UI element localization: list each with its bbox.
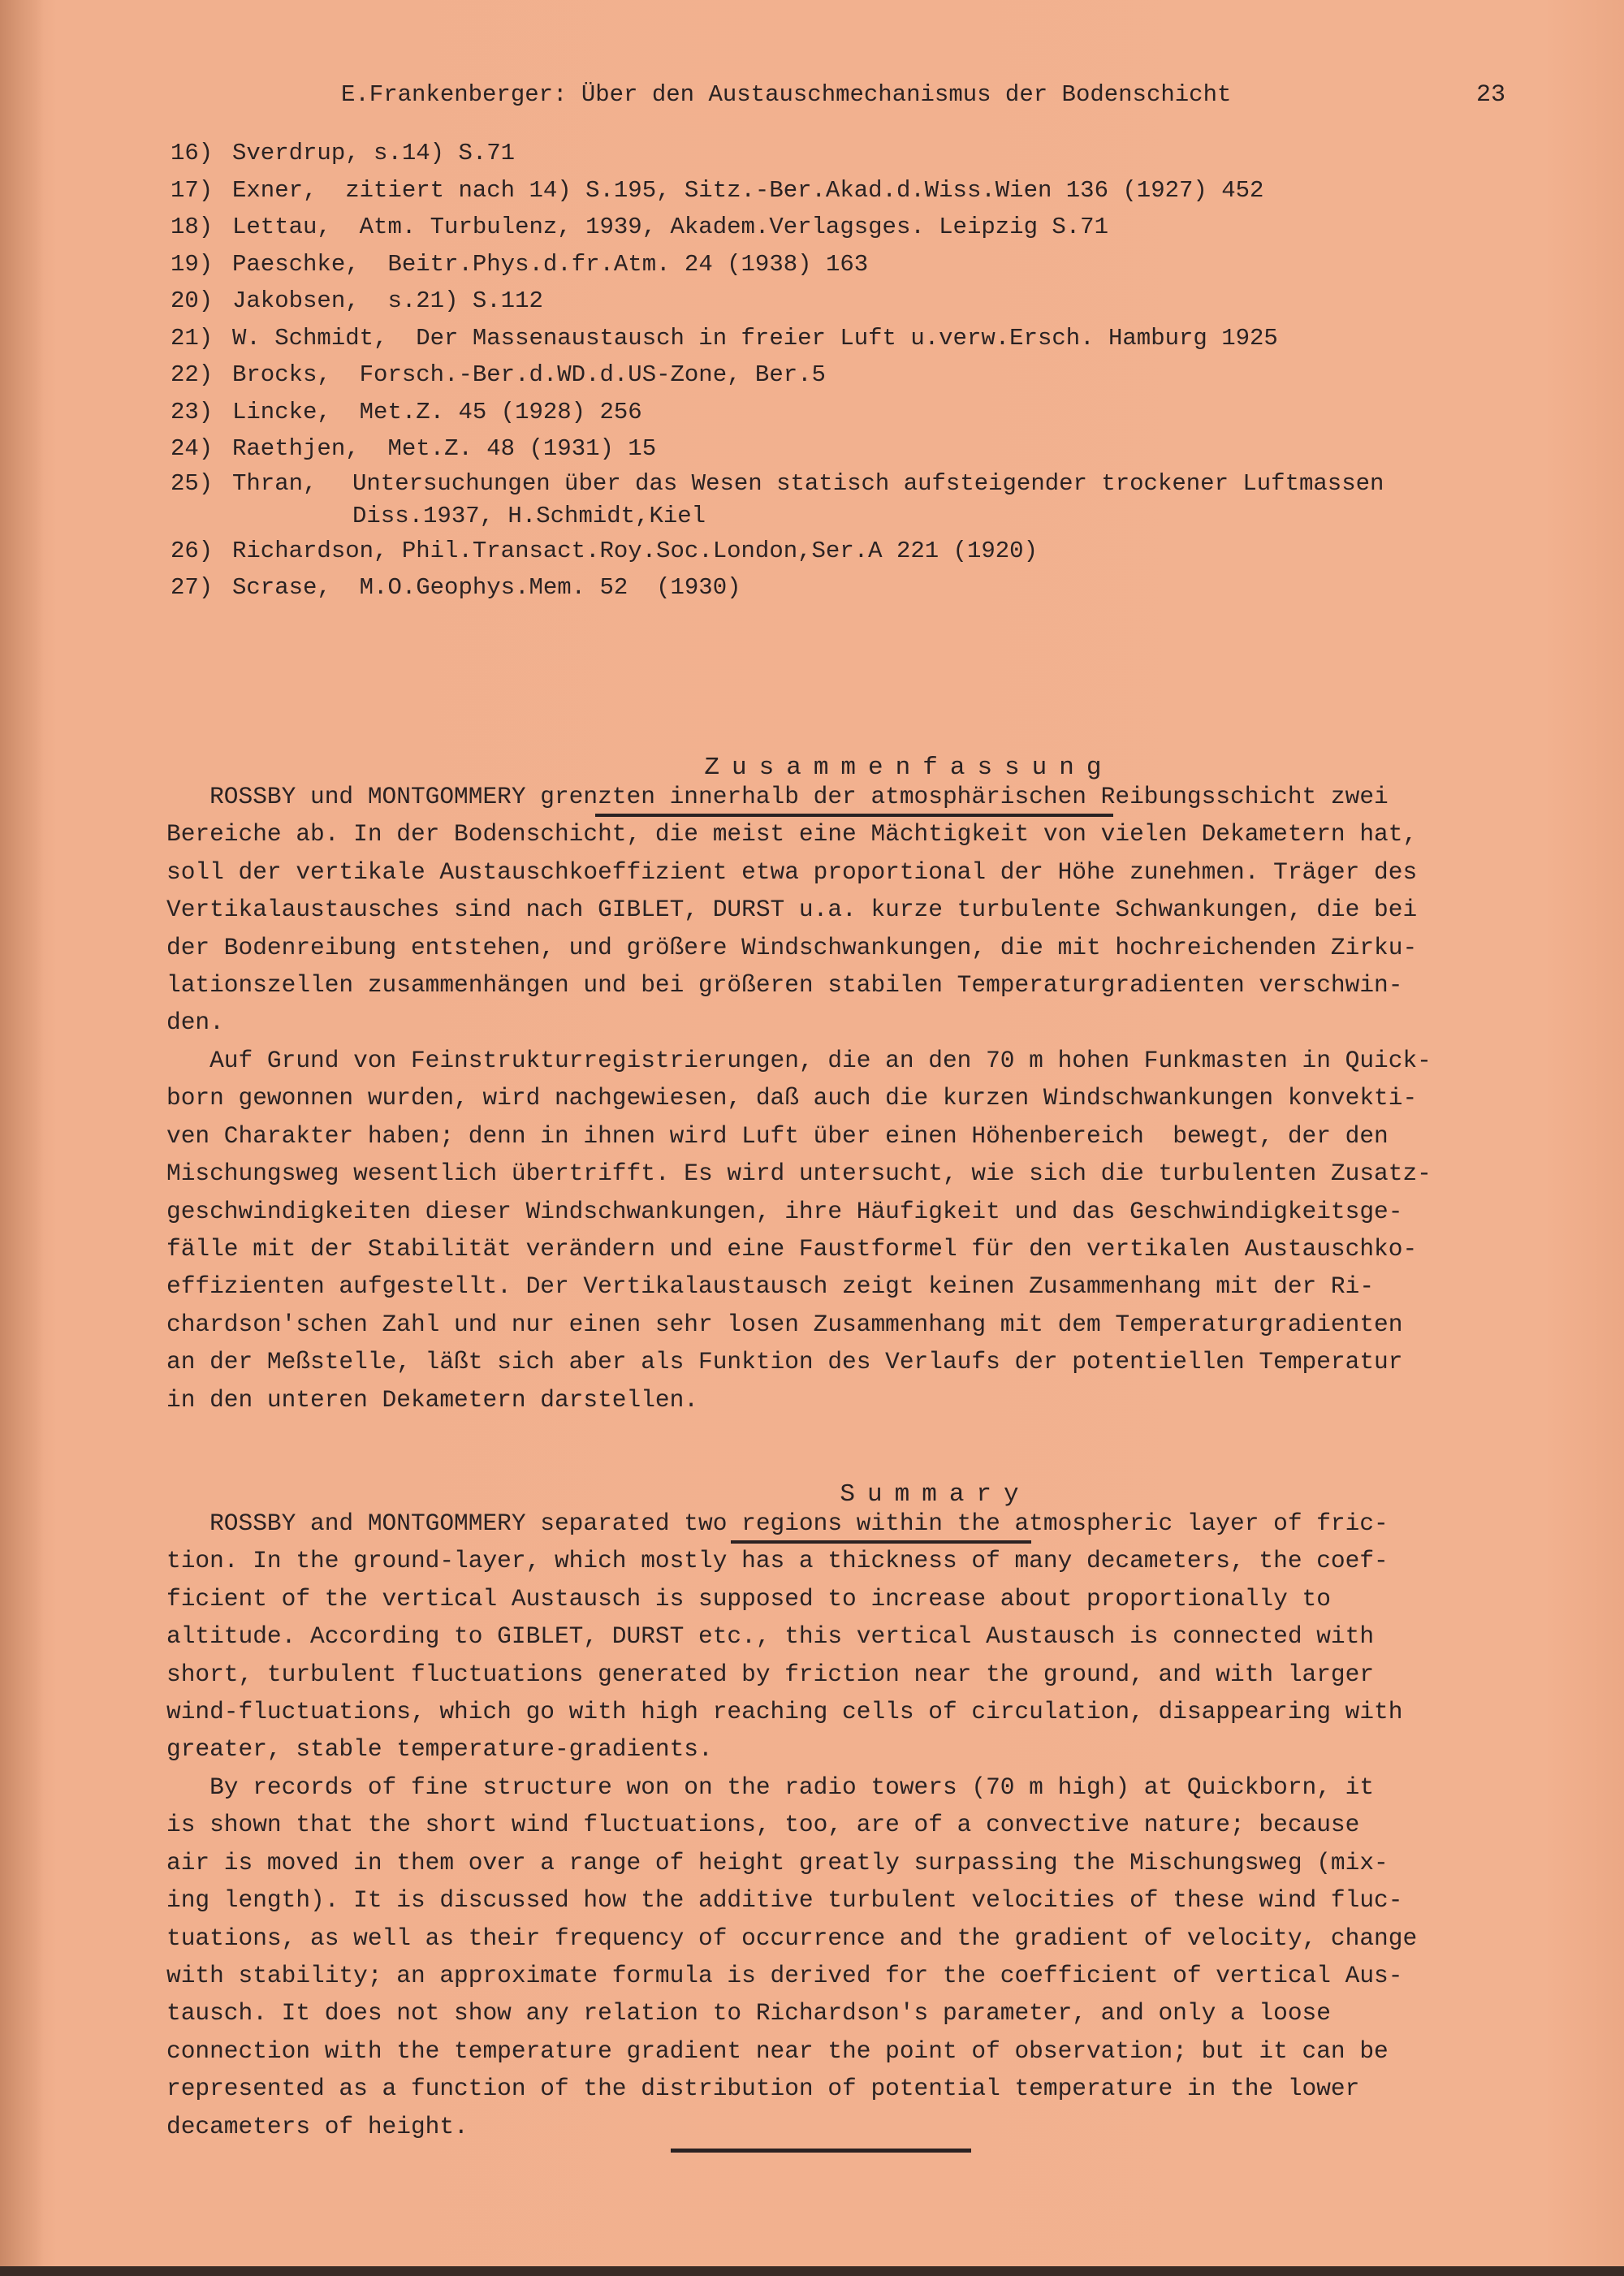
- text-line: ROSSBY und MONTGOMMERY grenzten innerhalb der atmosphärischen Reibungsschicht zwei: [166, 783, 1389, 810]
- reference-number: 20): [171, 287, 214, 314]
- closing-rule: [671, 2149, 971, 2153]
- reference-author: Scrase,: [232, 574, 331, 601]
- reference-item: [171, 209, 1583, 246]
- reference-number: 17): [171, 176, 214, 204]
- reference-text: zitiert nach 14) S.195, Sitz.-Ber.Akad.d.Wiss.Wien 136 (1927) 452: [345, 176, 1264, 204]
- reference-author: Lettau,: [232, 214, 331, 240]
- text-line: is shown that the short wind fluctuations, too, are of a convective nature; because: [166, 1811, 1360, 1839]
- reference-number: 24): [171, 435, 214, 462]
- reference-author: Jakobsen,: [232, 287, 360, 314]
- reference-text: Untersuchungen über das Wesen statisch aufsteigender trockener Luftmassen: [352, 469, 1384, 497]
- reference-number: 18): [171, 214, 214, 240]
- reference-item: [171, 320, 1583, 357]
- reference-author: Lincke,: [232, 398, 331, 425]
- text-line: By records of fine structure won on the radio towers (70 m high) at Quickborn, it: [166, 1773, 1375, 1801]
- zusammenfassung-heading-text: Zusammenfassung: [704, 754, 1114, 782]
- text-line: decameters of height.: [166, 2112, 469, 2140]
- text-line: ficient of the vertical Austausch is supposed to increase about proportionally to: [166, 1584, 1331, 1613]
- reference-number: 25): [171, 469, 214, 497]
- text-line: tion. In the ground-layer, which mostly has a thickness of many decameters, the coef-: [166, 1547, 1389, 1575]
- reference-number: 26): [171, 537, 214, 564]
- reference-item: [171, 246, 1583, 283]
- reference-text: Phil.Transact.Roy.Soc.London,Ser.A 221 (1920): [401, 537, 1038, 564]
- running-header: E.Frankenberger: Über den Austauschmechanismus der Bodenschicht: [341, 81, 1232, 108]
- text-line: ing length). It is discussed how the additive turbulent velocities of these wind fluc-: [166, 1886, 1403, 1915]
- reference-author: Paeschke,: [232, 250, 360, 278]
- text-line: Auf Grund von Feinstrukturregistrierungen, die an den 70 m hohen Funkmasten in Quick-: [166, 1047, 1432, 1074]
- reference-author: Richardson,: [232, 537, 388, 564]
- text-line: Vertikalaustausches sind nach GIBLET, DURST u.a. kurze turbulente Schwankungen, die bei: [166, 896, 1418, 924]
- reference-item: [171, 394, 1583, 431]
- summary-heading-text: Summary: [840, 1480, 1031, 1509]
- reference-author: Exner,: [232, 176, 317, 204]
- text-line: geschwindigkeiten dieser Windschwankungen, ihre Häufigkeit und das Geschwindigkeitsge-: [166, 1197, 1403, 1225]
- text-line: short, turbulent fluctuations generated by friction near the ground, and with larger: [166, 1660, 1375, 1688]
- reference-number: 22): [171, 361, 214, 388]
- text-line: tausch. It does not show any relation to Richardson's parameter, and only a loose: [166, 1999, 1331, 2028]
- reference-item: [171, 430, 1583, 468]
- reference-author: Raethjen,: [232, 435, 360, 462]
- reference-text: s.14) S.71: [374, 140, 516, 166]
- text-line: air is moved in them over a range of height greatly surpassing the Mischungsweg (mix-: [166, 1848, 1389, 1877]
- text-line: der Bodenreibung entstehen, und größere Windschwankungen, die mit hochreichenden Zirku-: [166, 933, 1418, 961]
- summary-paragraph-1: [166, 1505, 1506, 1769]
- reference-text-continued: Diss.1937, H.Schmidt,Kiel: [352, 502, 706, 529]
- reference-item: [171, 283, 1583, 320]
- text-line: ROSSBY and MONTGOMMERY separated two regions within the atmospheric layer of fric-: [166, 1509, 1389, 1537]
- text-line: tuations, as well as their frequency of occurrence and the gradient of velocity, change: [166, 1924, 1418, 1952]
- text-line: with stability; an approximate formula is derived for the coefficient of vertical Aus-: [166, 1961, 1403, 1989]
- reference-text: Met.Z. 45 (1928) 256: [359, 398, 642, 425]
- text-line: chardson'schen Zahl und nur einen sehr losen Zusammenhang mit dem Temperaturgradienten: [166, 1310, 1403, 1338]
- text-line: den.: [166, 1008, 224, 1037]
- text-line: in den unteren Dekametern darstellen.: [166, 1385, 699, 1414]
- reference-author: Brocks,: [232, 361, 331, 388]
- text-line: altitude. According to GIBLET, DURST etc., this vertical Austausch is connected with: [166, 1622, 1375, 1651]
- reference-text: Atm. Turbulenz, 1939, Akadem.Verlagsges. Leipzig S.71: [359, 214, 1108, 240]
- text-line: fälle mit der Stabilität verändern und eine Faustformel für den vertikalen Austauschko-: [166, 1234, 1418, 1263]
- text-line: an der Meßstelle, läßt sich aber als Funktion des Verlaufs der potentiellen Temperatur: [166, 1348, 1403, 1376]
- text-line: born gewonnen wurden, wird nachgewiesen, daß auch die kurzen Windschwankungen konvekti-: [166, 1084, 1418, 1112]
- text-line: ven Charakter haben; denn in ihnen wird Luft über einen Höhenbereich bewegt, der den: [166, 1121, 1389, 1150]
- reference-number: 19): [171, 250, 214, 278]
- reference-item: [171, 533, 1583, 570]
- reference-author: W. Schmidt,: [232, 324, 388, 352]
- reference-text: Met.Z. 48 (1931) 15: [387, 435, 657, 462]
- text-line: lationszellen zusammenhängen und bei größeren stabilen Temperaturgradienten verschwin-: [166, 970, 1403, 999]
- binding-shadow: [0, 0, 44, 2276]
- reference-author: Thran,: [232, 469, 317, 497]
- text-line: effizienten aufgestellt. Der Vertikalaustausch zeigt keinen Zusammenhang mit der Ri-: [166, 1272, 1375, 1301]
- reference-item: [171, 135, 1583, 172]
- reference-text: Der Massenaustausch in freier Luft u.verw.Ersch. Hamburg 1925: [416, 324, 1278, 352]
- text-line: greater, stable temperature-gradients.: [166, 1735, 713, 1764]
- zusammenfassung-paragraph-2: [166, 1042, 1506, 1419]
- scan-edge: [0, 2266, 1624, 2276]
- text-line: wind-fluctuations, which go with high reaching cells of circulation, disappearing with: [166, 1697, 1403, 1725]
- summary-paragraph-2: [166, 1769, 1506, 2145]
- text-line: represented as a function of the distribution of potential temperature in the lower: [166, 2075, 1360, 2103]
- reference-item: [171, 468, 1583, 533]
- reference-text: s.21) S.112: [387, 287, 543, 314]
- text-line: Mischungsweg wesentlich übertrifft. Es wird untersucht, wie sich die turbulenten Zusatz-: [166, 1160, 1432, 1188]
- text-line: Bereiche ab. In der Bodenschicht, die meist eine Mächtigkeit von vielen Dekametern hat,: [166, 820, 1418, 849]
- reference-text: Beitr.Phys.d.fr.Atm. 24 (1938) 163: [387, 250, 869, 278]
- reference-item: [171, 569, 1583, 607]
- zusammenfassung-paragraph-1: [166, 778, 1506, 1042]
- reference-item: [171, 172, 1583, 209]
- reference-author: Sverdrup,: [232, 140, 360, 166]
- reference-number: 23): [171, 398, 214, 425]
- reference-text: Forsch.-Ber.d.WD.d.US-Zone, Ber.5: [359, 361, 826, 388]
- text-line: soll der vertikale Austauschkoeffizient etwa proportional der Höhe zunehmen. Träger des: [166, 857, 1418, 886]
- text-line: connection with the temperature gradient near the point of observation; but it can be: [166, 2036, 1389, 2065]
- reference-number: 27): [171, 574, 214, 601]
- reference-list: [171, 135, 1583, 607]
- reference-item: [171, 356, 1583, 394]
- reference-number: 21): [171, 324, 214, 352]
- reference-text: M.O.Geophys.Mem. 52 (1930): [359, 574, 741, 601]
- reference-number: 16): [171, 140, 214, 166]
- page-number: 23: [1476, 81, 1506, 109]
